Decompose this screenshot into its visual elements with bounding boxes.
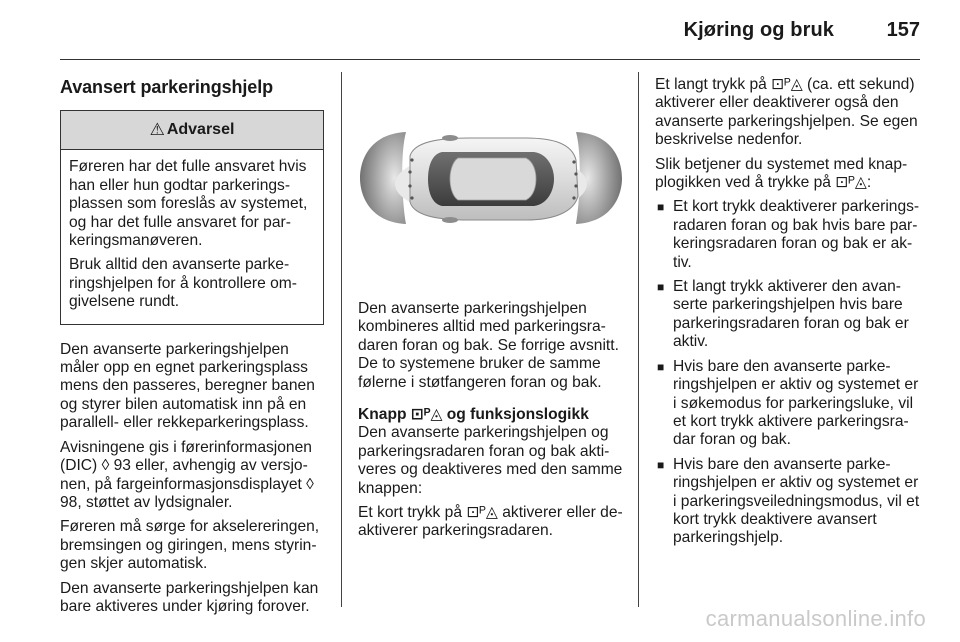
warning-header xyxy=(61,111,323,150)
column-divider xyxy=(341,72,342,607)
chapter-title: Kjøring og bruk xyxy=(683,19,834,41)
header-rule xyxy=(60,59,920,60)
subheading-button-logic: Knapp ⊡ᴾ◬ og funksjonslogikk xyxy=(358,406,589,424)
bullet-square-icon: ■ xyxy=(657,200,665,215)
column-middle xyxy=(358,72,624,547)
warning-label: Advarsel xyxy=(166,121,235,139)
bullet-list xyxy=(655,198,921,547)
bullet-square-icon: ■ xyxy=(657,457,665,472)
bullet-square-icon: ■ xyxy=(657,280,665,295)
figure-caption: Den avanserte parkeringshjelpen kombineres alltid med parkeringsra-daren foran og bak. Se forrige avsnitt. De to systemene bruker de samme følerne i støtfangeren foran og bak. xyxy=(358,300,619,391)
car-sensor-illustration xyxy=(358,72,624,286)
body-paragraph: Avisningene gis i førerinformasjonen (DIC) ◊ 93 eller, avhengig av versjo-nen, på fargeinformasjonsdisplayet ◊ 98, støttet av lydsignaler. xyxy=(60,438,314,511)
warning-body xyxy=(61,150,323,323)
bullet-square-icon: ■ xyxy=(657,359,665,374)
list-item: ■ Hvis bare den avanserte parke-ringshjelpen er aktiv og systemet er i søkemodus for parkeringsluke, vil et kort trykk aktivere parkeringsra-dar foran og bak. xyxy=(657,357,919,449)
warning-box xyxy=(60,110,324,324)
body-paragraph: Den avanserte parkeringshjelpen kan bare aktiveres under kjøring forover. xyxy=(60,579,319,615)
warning-triangle-icon: ⚠ xyxy=(149,120,165,140)
page-header xyxy=(0,0,960,60)
car-top-view-image xyxy=(358,72,624,286)
column-left xyxy=(60,72,324,622)
body-paragraph: Den avanserte parkeringshjelpen og parkeringsradaren foran og bak akti-veres og deaktiveres med den samme knappen: xyxy=(358,424,623,497)
list-item: ■ Et kort trykk deaktiverer parkerings-radaren foran og bak hvis bare par-keringsradaren foran og bak er ak-tiv. xyxy=(657,198,920,271)
warning-paragraph: Føreren har det fulle ansvaret hvis han eller hun godtar parkerings-plassen som foreslås av systemet, og har det fulle ansvaret for par-keringsmanøveren. xyxy=(69,158,308,250)
page-number: 157 xyxy=(886,19,920,41)
column-right xyxy=(655,76,921,554)
watermark: carmanualsonline.info xyxy=(705,606,926,631)
body-paragraph: Føreren må sørge for akselereringen, bremsingen og giringen, mens styrin-gen skjer automatisk. xyxy=(60,518,320,573)
body-paragraph: Et langt trykk på ⊡ᴾ◬ (ca. ett sekund) aktiverer eller deaktiverer også den avanserte parkeringshjelpen. Se egen beskrivelse nedenfor. xyxy=(655,76,918,149)
body-paragraph: Et kort trykk på ⊡ᴾ◬ aktiverer eller de-aktiverer parkeringsradaren. xyxy=(358,504,623,540)
warning-paragraph: Bruk alltid den avanserte parke-ringshjelpen for å kontrollere om-givelsene rundt. xyxy=(69,256,297,311)
body-paragraph: Den avanserte parkeringshjelpen måler opp en egnet parkeringsplass mens den passeres, beregner banen og styrer bilen automatisk inn på en parallell- eller rekkeparkeringsplass. xyxy=(60,340,315,432)
body-paragraph: Slik betjener du systemet med knap-plogikken ved å trykke på ⊡ᴾ◬: xyxy=(655,155,908,192)
list-item: ■ Et langt trykk aktiverer den avan-serte parkeringshjelpen hvis bare parkeringsradaren foran og bak er aktiv. xyxy=(657,278,909,351)
list-item: ■ Hvis bare den avanserte parke-ringshjelpen er aktiv og systemet er i parkeringsveiledningsmodus, vil et kort trykk deaktivere avansert parkeringshjelp. xyxy=(657,455,920,547)
column-divider xyxy=(638,72,639,607)
section-title: Avansert parkeringshjelp xyxy=(60,77,274,97)
